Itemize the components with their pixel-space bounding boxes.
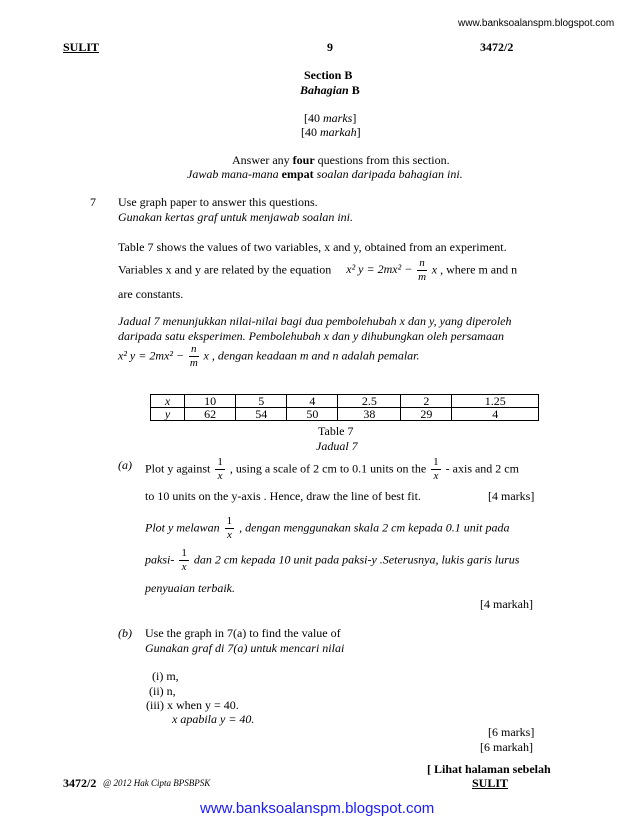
part-a-en-line1: Plot y against $\frac{1}{x}$ , using a scale of 2 cm to 0.1 units on the $\frac{1}{x}$ - axis and 2 cm [145,456,519,482]
one-over-x-fraction-ms: $\frac{1}{x}$ [226,515,233,541]
q7-para-en-1: Table 7 shows the values of two variables, x and y, obtained from an experiment. [118,240,507,254]
footer-sulit: SULIT [472,776,509,790]
instruction-en: Answer any four questions from this section. [232,153,450,167]
footer-copyright: @ 2012 Hak Cipta BPSBPSK [103,778,211,788]
table-cell: 29 [401,408,452,421]
lihat-halaman: [ Lihat halaman sebelah [427,762,551,776]
table-cell: 5 [236,395,287,408]
q7-para-ms-2: daripada satu eksperimen. Pembolehubah x dan y dihubungkan oleh persamaan [118,329,504,343]
page-number: 9 [327,40,333,54]
sulit-label: SULIT [63,40,100,54]
q7-para-ms-1: Jadual 7 menunjukkan nilai-nilai bagi dua pembolehubah x dan y, yang diperoleh [118,314,512,328]
part-b-item-3-ms: x apabila y = 40. [172,712,255,726]
part-b-item-2: (ii) n, [149,684,176,698]
table-cell: 50 [287,408,338,421]
q7-para-en-2: Variables x and y are related by the equation x² y = 2mx² − $\frac{n}{m}$ x , where m and n [118,257,518,283]
section-marks-ms: [40 markah] [301,125,361,139]
part-b-marks-ms: [6 markah] [480,740,533,754]
table-row-y [151,408,539,421]
one-over-x-fraction-2: $\frac{1}{x}$ [433,456,439,482]
part-b-item-1: (i) m, [152,669,179,683]
part-a-marks-ms: [4 markah] [480,597,533,611]
table-caption-en: Table 7 [318,424,354,438]
table-cell: 4 [287,395,338,408]
table-caption-ms: Jadual 7 [316,439,358,453]
part-b-ms: Gunakan graf di 7(a) untuk mencari nilai [145,641,345,655]
table-cell: 10 [185,395,236,408]
header-url: www.banksoalanspm.blogspot.com [458,18,615,29]
part-b-item-3: (iii) x when y = 40. [146,698,239,712]
footer-code: 3472/2 [63,776,97,790]
part-b-marks-en: [6 marks] [488,725,535,739]
table-cell: 2 [401,395,452,408]
table-cell: 1.25 [452,395,539,408]
part-b-en: Use the graph in 7(a) to find the value of [145,626,341,640]
table-header-x: x [151,395,185,408]
section-marks-en: [40 marks] [304,111,357,125]
section-title-en: Section B [304,68,353,82]
table-cell: 4 [452,408,539,421]
question-number: 7 [90,195,96,209]
equation-lhs: x² y = 2mx² − [346,262,413,277]
part-a-ms-line2: paksi- $\frac{1}{x}$ dan 2 cm kepada 10 unit pada paksi-y .Seterusnya, lukis garis lurus [145,547,520,573]
part-a-marks-en: [4 marks] [488,489,535,503]
data-table [150,394,539,421]
part-a-ms-line1: Plot y melawan $\frac{1}{x}$ , dengan menggunakan skala 2 cm kepada 0.1 unit pada [145,515,510,541]
section-title-ms-word: Bahagian [300,83,349,97]
section-title-ms [300,83,360,98]
part-a-en-line2: to 10 units on the y-axis . Hence, draw the line of best fit. [145,489,421,503]
one-over-x-fraction: $\frac{1}{x}$ [217,456,223,482]
q7-para-ms-3: x² y = 2mx² − $\frac{n}{m}$ x , dengan keadaan m and n adalah pemalar. [118,343,420,369]
section-title-ms-letter: B [351,83,360,97]
part-b-label: (b) [118,626,132,640]
paper-code: 3472/2 [480,40,514,54]
q7-instruction-en: Use graph paper to answer this questions. [118,195,318,209]
q7-para-en-3: are constants. [118,287,184,301]
table-cell: 38 [338,408,401,421]
table-cell: 62 [185,408,236,421]
part-a-label: (a) [118,458,132,472]
equation-lhs-ms: x² y = 2mx² − [118,348,185,363]
equation-fraction-ms: $\frac{n}{m}$ [189,343,198,369]
footer-url-link[interactable]: www.banksoalanspm.blogspot.com [200,800,435,817]
table-cell: 54 [236,408,287,421]
equation-rhs: x [431,262,438,277]
table-header-y: y [151,408,185,421]
part-a-ms-line3: penyuaian terbaik. [145,581,235,595]
instruction-ms: Jawab mana-mana empat soalan daripada bahagian ini. [187,167,463,181]
q7-instruction-ms: Gunakan kertas graf untuk menjawab soalan ini. [118,210,353,224]
equation-fraction: $\frac{n}{m}$ [418,257,427,283]
one-over-x-fraction-ms-2: $\frac{1}{x}$ [181,547,187,573]
table-row-x [151,395,539,408]
table-cell: 2.5 [338,395,401,408]
